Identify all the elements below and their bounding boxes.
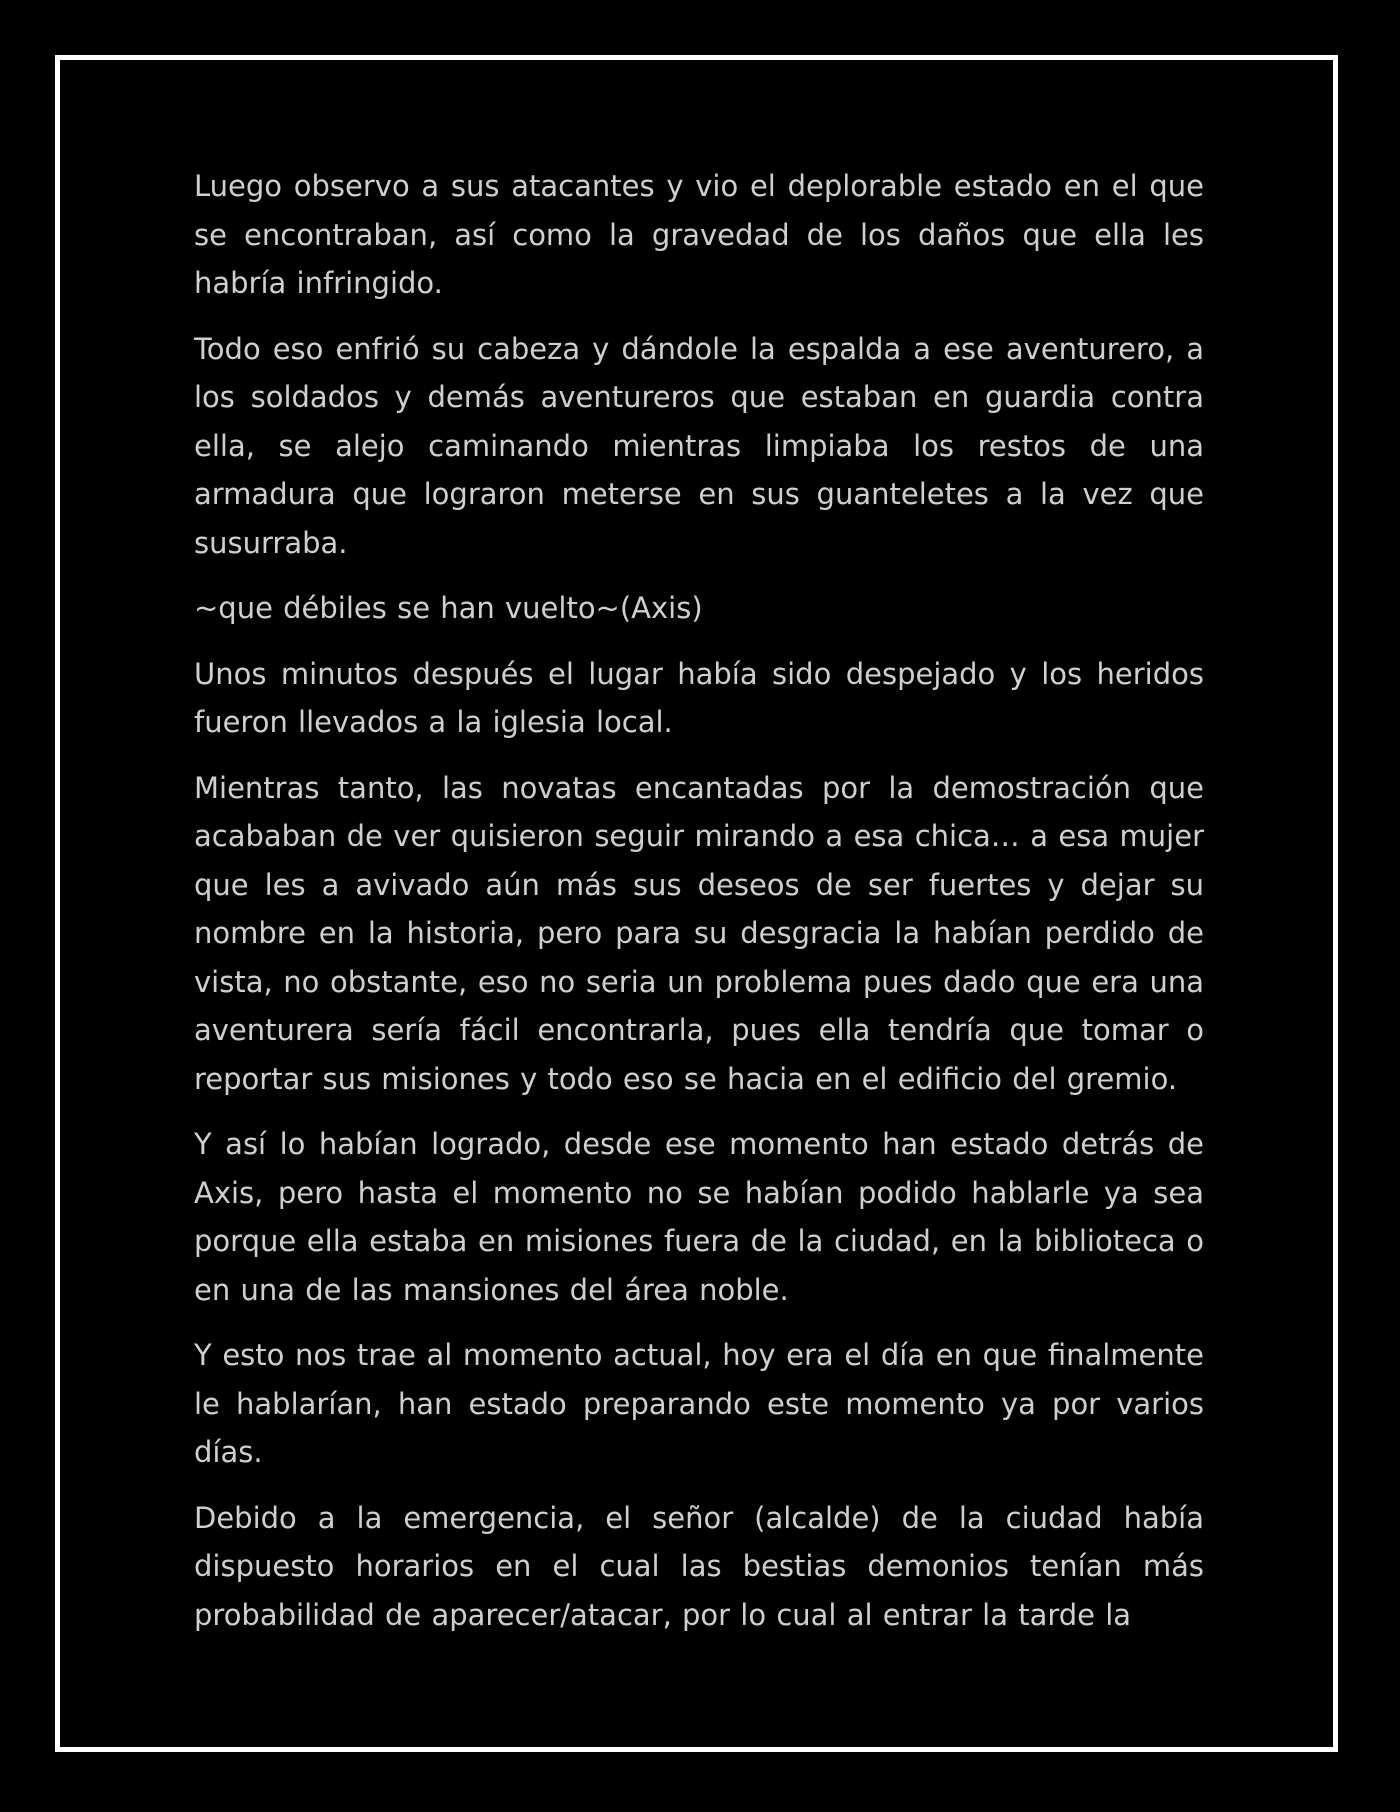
paragraph: Mientras tanto, las novatas encantadas por la demostración que acababan de ver quisieron seguir mirando a esa chica… a esa mujer que les a avivado aún más sus deseos de ser fuertes y dejar su nombre en la historia, pero para su desgracia la habían perdido de vista, no obstante, eso no seria un problema pues dado que era una aventurera sería fácil encontrarla, pues ella tendría que tomar o reportar sus misiones y todo eso se hacia en el edificio del gremio.: [194, 770, 1204, 1096]
paragraph: Luego observo a sus atacantes y vio el deplorable estado en el que se encontraban, así como la gravedad de los daños que ella les habría infringido.: [194, 169, 1204, 300]
paragraph: Unos minutos después el lugar había sido despejado y los heridos fueron llevados a la iglesia local.: [194, 656, 1204, 739]
paragraph: Y esto nos trae al momento actual, hoy era el día en que finalmente le hablarían, han estado preparando este momento ya por varios días.: [194, 1338, 1204, 1469]
paragraph: Debido a la emergencia, el señor (alcalde) de la ciudad había dispuesto horarios en el cual las bestias demonios tenían más probabilidad de aparecer/atacar, por lo cual al entrar la tarde la: [194, 1500, 1204, 1632]
paragraph: Y así lo habían logrado, desde ese momento han estado detrás de Axis, pero hasta el momento no se habían podido hablarle ya sea porque ella estaba en misiones fuera de la ciudad, en la biblioteca o en una de las mansiones del área noble.: [194, 1127, 1204, 1307]
story-text: [194, 162, 1204, 1656]
paragraph: ~que débiles se han vuelto~(Axis): [194, 591, 703, 625]
paragraph: Todo eso enfrió su cabeza y dándole la espalda a ese aventurero, a los soldados y demás aventureros que estaban en guardia contra ella, se alejo caminando mientras limpiaba los restos de una armadura que lograron meterse en sus guanteletes a la vez que susurraba.: [194, 331, 1204, 560]
